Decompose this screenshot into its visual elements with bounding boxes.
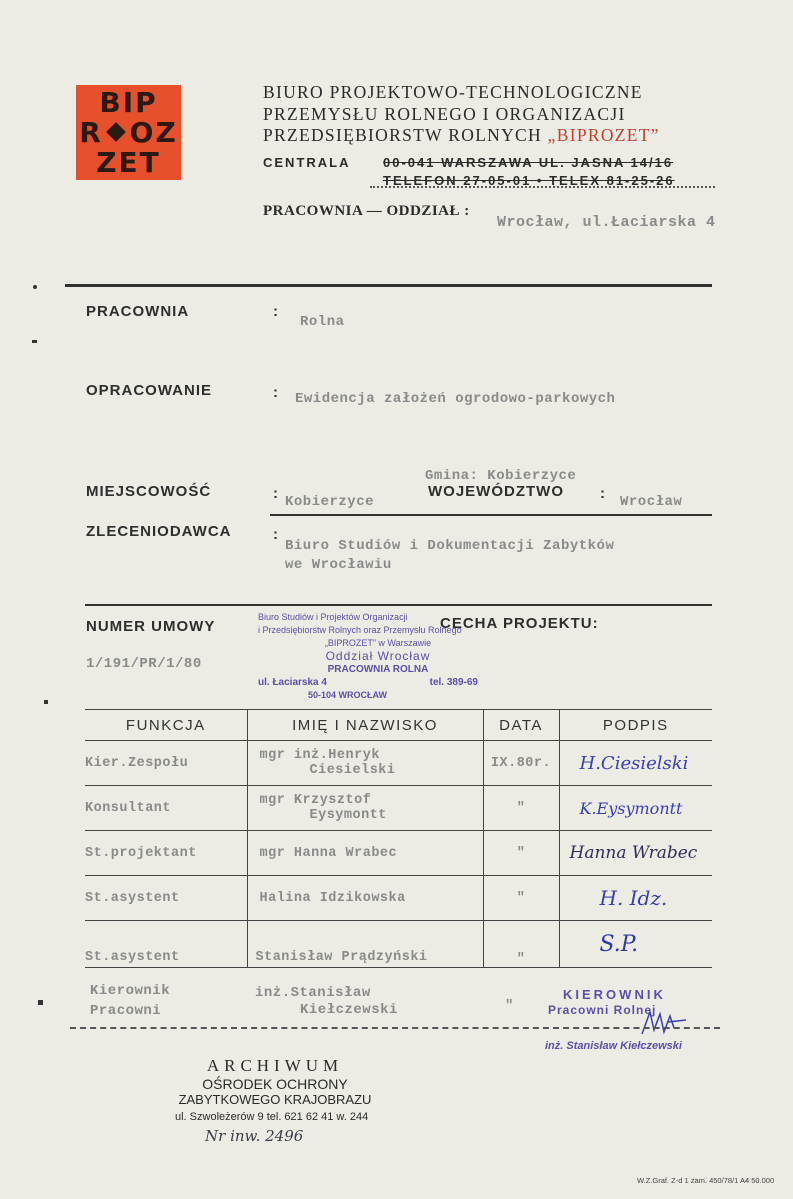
logo-row-2-left: R <box>79 115 103 149</box>
cell-funkcja: St.asystent <box>85 921 247 968</box>
margin-mark <box>44 700 48 704</box>
colon: : <box>273 526 279 543</box>
opracowanie-label: OPRACOWANIE <box>86 382 213 399</box>
office-stamp <box>258 611 498 702</box>
signature-scribble <box>640 1008 690 1038</box>
colon: : <box>600 485 606 502</box>
bottom-dashed-rule <box>70 1027 720 1029</box>
miejscowosc-value: Kobierzyce <box>285 494 375 510</box>
table-row <box>85 786 712 831</box>
pracownia-value: Rolna <box>300 314 345 330</box>
stamp-address: ul. Łaciarska 4 <box>258 677 327 688</box>
archiwum-title: ARCHIWUM <box>206 1056 344 1075</box>
table-header-row <box>85 710 712 741</box>
centrala-address: 00-041 WARSZAWA UL. JASNA 14/16 <box>383 155 674 170</box>
margin-mark <box>38 1000 43 1005</box>
cell-data: IX.80r. <box>483 741 559 786</box>
print-footer: W.Z.Graf. Z-d 1 zam. 450/78/1 A4 50.000 <box>637 1176 775 1185</box>
kierownik-signature <box>640 1008 690 1038</box>
table-row <box>85 831 712 876</box>
colon: : <box>273 384 279 401</box>
cell-podpis-signature: K.Eysymontt <box>559 786 712 831</box>
archiwum-line-3: ZABYTKOWEGO KRAJOBRAZU <box>178 1092 372 1107</box>
cell-imie-line-2: Eysymontt <box>309 808 387 823</box>
cell-imie-line-1: Stanisław Prądzyński <box>255 950 428 965</box>
stamp-line-5: PRACOWNIA ROLNA <box>327 664 429 675</box>
cell-data: " <box>483 786 559 831</box>
numer-umowy-label: NUMER UMOWY <box>86 618 216 635</box>
stamp-line-6 <box>258 676 498 689</box>
numer-umowy-value: 1/191/PR/1/80 <box>86 656 202 672</box>
cell-podpis-signature: H.Ciesielski <box>559 741 712 786</box>
miejscowosc-rule <box>270 514 712 516</box>
centrala-phone: TELEFON 27-05-01 • TELEX 81-25-26 <box>383 173 675 188</box>
margin-mark <box>33 285 37 289</box>
header-funkcja: FUNKCJA <box>85 710 247 741</box>
cell-podpis-signature: H. Idz. <box>559 876 712 921</box>
header-podpis: PODPIS <box>559 710 712 741</box>
logo-row-3: ZET <box>96 145 161 179</box>
header-line-1: BIURO PROJEKTOWO-TECHNOLOGICZNE <box>263 82 643 102</box>
pracownia-oddzial-label: PRACOWNIA — ODDZIAŁ : <box>263 203 470 219</box>
cell-imie <box>247 831 483 876</box>
archiwum-line-2: OŚRODEK OCHRONY <box>202 1076 348 1092</box>
inventory-number-handwritten: Nr inw. 2496 <box>205 1127 304 1145</box>
zleceniodawca-label: ZLECENIODAWCA <box>86 523 232 540</box>
cell-imie-line-1: mgr Hanna Wrabec <box>259 845 398 861</box>
logo-row-1: BIP <box>99 85 158 119</box>
zleceniodawca-rule <box>85 604 712 606</box>
kierownik-label-1: Kierownik <box>90 983 171 999</box>
cell-imie <box>247 786 483 831</box>
cell-podpis-signature: S.P. <box>559 921 712 968</box>
cell-data: " <box>483 831 559 876</box>
cell-imie <box>247 876 483 921</box>
cell-data: " <box>483 876 559 921</box>
cecha-projektu-label: CECHA PROJEKTU: <box>440 615 599 632</box>
logo-row-2 <box>76 117 181 147</box>
wojewodztwo-value: Wrocław <box>620 494 683 510</box>
cell-imie-line-1: mgr Krzysztof <box>259 793 372 808</box>
kierownik-label-2: Pracowni <box>90 1003 162 1019</box>
header-imie-nazwisko: IMIĘ I NAZWISKO <box>247 710 483 741</box>
gmina-value: Gmina: Kobierzyce <box>425 468 577 484</box>
header-data: DATA <box>483 710 559 741</box>
zleceniodawca-line-2: we Wrocławiu <box>285 557 392 573</box>
kierownik-stamp-3: inż. Stanisław Kiełczewski <box>545 1040 682 1052</box>
table-row <box>85 741 712 786</box>
stamp-line-2: i Przedsiębiorstw Rolnych oraz Przemysłu Rolnego <box>258 625 462 635</box>
archiwum-address: ul. Szwoleżerów 9 tel. 621 62 41 w. 244 <box>175 1111 369 1123</box>
stamp-line-1: Biuro Studiów i Projektów Organizacji <box>258 612 408 622</box>
cell-funkcja: Konsultant <box>85 786 247 831</box>
kierownik-stamp-1: KIEROWNIK <box>563 987 666 1002</box>
stamp-phone: tel. 389-69 <box>429 677 478 688</box>
miejscowosc-label: MIEJSCOWOŚĆ <box>86 483 212 500</box>
pracownia-oddzial-value: Wrocław, ul.Łaciarska 4 <box>497 214 716 231</box>
archiwum-stamp <box>170 1056 380 1107</box>
opracowanie-value: Ewidencja założeń ogrodowo-parkowych <box>295 391 616 407</box>
cell-imie <box>247 921 483 968</box>
header-line-3 <box>263 125 660 146</box>
diamond-icon <box>106 122 126 142</box>
stamp-line-7: 50-104 WROCŁAW <box>308 690 388 700</box>
kierownik-stamp-2: Pracowni Rolnej <box>548 1003 657 1017</box>
cell-data: " <box>483 921 559 968</box>
biprozet-logo <box>76 85 181 180</box>
centrala-label: CENTRALA <box>263 155 351 170</box>
table-row <box>85 921 712 968</box>
cell-imie-line-1: mgr inż.Henryk <box>259 748 380 763</box>
header-line-2: PRZEMYSŁU ROLNEGO I ORGANIZACJI <box>263 104 626 124</box>
colon: : <box>273 303 279 320</box>
header-line-3-text: PRZEDSIĘBIORSTW ROLNYCH <box>263 125 542 145</box>
cell-funkcja: Kier.Zespołu <box>85 741 247 786</box>
top-rule <box>65 284 712 287</box>
stamp-line-4: Oddział Wrocław <box>325 649 431 663</box>
kierownik-name-1: inż.Stanisław <box>255 985 371 1001</box>
cell-imie-line-2: Ciesielski <box>309 763 396 778</box>
logo-row-2-right: OZ <box>129 115 178 149</box>
team-table <box>85 709 712 968</box>
table-row <box>85 876 712 921</box>
cell-funkcja: St.projektant <box>85 831 247 876</box>
kierownik-name-2: Kiełczewski <box>300 1002 398 1018</box>
cell-funkcja: St.asystent <box>85 876 247 921</box>
pracownia-label: PRACOWNIA <box>86 303 190 320</box>
cell-podpis-signature: Hanna Wrabec <box>559 831 712 876</box>
cell-imie-line-1: Halina Idzikowska <box>259 890 406 906</box>
zleceniodawca-line-1: Biuro Studiów i Dokumentacji Zabytków <box>285 538 615 554</box>
stamp-line-3: „BIPROZET” w Warszawie <box>324 638 432 648</box>
margin-mark <box>32 340 37 343</box>
brand-name: „BIPROZET” <box>547 125 660 145</box>
strike-pattern <box>370 186 715 192</box>
wojewodztwo-label: WOJEWÓDZTWO <box>428 483 564 500</box>
cell-imie <box>247 741 483 786</box>
kierownik-data: " <box>505 998 514 1014</box>
colon: : <box>273 485 279 502</box>
